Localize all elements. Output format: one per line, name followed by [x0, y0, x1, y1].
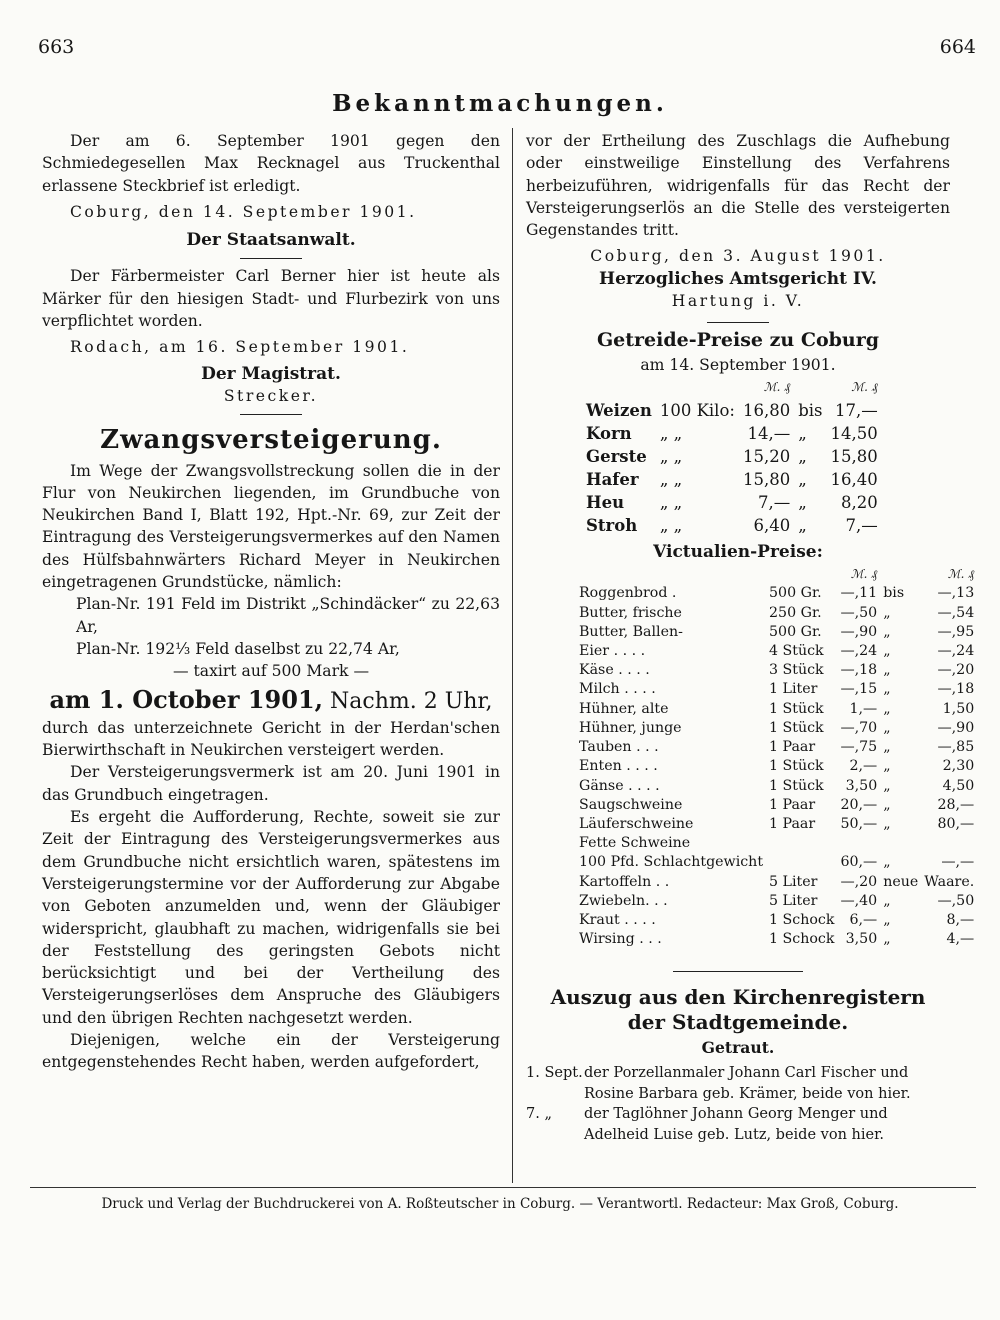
price-high: 4,— — [946, 931, 975, 948]
entry-text: der Taglöhner Johann Georg Menger und Adelheid Luise geb. Lutz, beide von hier. — [584, 1106, 888, 1143]
price-low: —,75 — [840, 739, 878, 756]
victuals-row — [576, 680, 977, 699]
column-divider — [512, 128, 513, 1183]
item-name: Käse . . . . — [579, 662, 650, 679]
price-high: 8,20 — [841, 492, 878, 512]
page-number-left: 663 — [38, 36, 75, 58]
price-separator — [880, 834, 921, 853]
auction-title: Zwangsversteigerung. — [100, 425, 442, 456]
entry-date: 1. Sept. — [526, 1065, 583, 1082]
price-low: —,11 — [840, 585, 878, 602]
item-quantity: 1 Stück — [769, 700, 824, 717]
price-high: 28,— — [937, 796, 975, 813]
price-separator: „ — [883, 892, 891, 909]
marriage-entry — [526, 1104, 950, 1145]
item-name: Butter, frische — [579, 604, 682, 621]
price-separator: bis — [798, 400, 823, 420]
price-low: 6,— — [849, 911, 878, 928]
grain-row — [582, 468, 882, 491]
price-separator: bis — [883, 585, 905, 602]
auction-date-line — [42, 684, 500, 714]
victuals-row — [576, 873, 977, 892]
price-low: 7,— — [757, 492, 791, 512]
price-high: 1,50 — [942, 700, 975, 717]
item-name: 100 Pfd. Schlachtgewicht — [579, 854, 764, 871]
price-low — [837, 834, 880, 853]
price-high: 4,50 — [942, 777, 975, 794]
victuals-row — [576, 642, 977, 661]
price-high: —,18 — [937, 681, 975, 698]
auction-plan-2: Plan-Nr. 192⅓ Feld daselbst zu 22,74 Ar, — [76, 639, 400, 658]
victuals-row — [576, 757, 977, 776]
item-name: Zwiebeln. . . — [579, 892, 668, 909]
price-low: 14,— — [747, 423, 791, 443]
item-quantity: „ „ — [659, 492, 683, 512]
price-low: 2,— — [849, 758, 878, 775]
notice-warrant-place-date: Coburg, den 14. September 1901. — [70, 202, 417, 221]
auction-location: durch das unterzeichnete Gericht in der Herdan'schen Bierwirthschaft in Neukirchen versteigert werden. — [42, 718, 500, 760]
item-quantity: 1 Liter — [769, 681, 818, 698]
grain-row — [582, 491, 882, 514]
item-name: Milch . . . . — [579, 681, 656, 698]
grain-row — [582, 514, 882, 537]
victuals-row — [576, 892, 977, 911]
notice-warrant-text: Der am 6. September 1901 gegen den Schmiedegesellen Max Recknagel aus Truckenthal erlassene Steckbrief ist erledigt. — [42, 132, 500, 195]
item-name: Roggenbrod . — [579, 585, 677, 602]
victuals-row — [576, 623, 977, 642]
item-quantity: 1 Schock — [769, 931, 835, 948]
price-high: 2,30 — [942, 758, 975, 775]
unit-row — [582, 376, 882, 399]
item-quantity: 500 Gr. — [769, 585, 822, 602]
separator-rule — [673, 971, 803, 972]
auction-continuation: vor der Ertheilung des Zuschlags die Aufhebung oder einstweilige Einstellung des Verfahrens herbeizuführen, widrigenfalls für das Recht der Versteigerungserlös an die Stelle des versteigerten Gegenstandes tritt. — [526, 132, 950, 240]
item-quantity: 1 Stück — [769, 719, 824, 736]
item-quantity: 500 Gr. — [769, 623, 822, 640]
court-place-date: Coburg, den 3. August 1901. — [590, 247, 886, 266]
notice-warrant-signature: Der Staatsanwalt. — [186, 230, 356, 251]
price-low: 60,— — [840, 854, 878, 871]
price-high: 16,40 — [830, 469, 878, 489]
price-separator: „ — [883, 911, 891, 928]
price-low: —,40 — [840, 892, 878, 909]
price-high — [921, 834, 977, 853]
item-name: Enten . . . . — [579, 758, 658, 775]
item-name: Fette Schweine — [579, 835, 691, 852]
price-high: 17,— — [835, 400, 878, 420]
victuals-price-table — [576, 565, 977, 949]
notice-maerker-name: Strecker. — [223, 386, 319, 405]
victuals-row — [576, 777, 977, 796]
price-separator: neue — [883, 873, 919, 890]
item-name: Gänse . . . . — [579, 777, 660, 794]
notice-maerker-signature: Der Magistrat. — [201, 363, 341, 384]
notice-maerker-place-date: Rodach, am 16. September 1901. — [70, 338, 410, 357]
grain-row — [582, 445, 882, 468]
price-high: Waare. — [924, 873, 975, 890]
price-low: —,70 — [840, 719, 878, 736]
victuals-row — [576, 700, 977, 719]
marriage-entry — [526, 1063, 950, 1104]
victuals-row — [576, 719, 977, 738]
victuals-row — [576, 911, 977, 930]
auction-request: Es ergeht die Aufforderung, Rechte, soweit sie zur Zeit der Eintragung des Versteigerungsvermerkes aus dem Grundbuche nicht ersichtlich waren, spätestens im Versteigerungstermine vor der Aufforderung zur Abgabe von Geboten anzumelden und, wenn der Gläubiger widerspricht, glaubhaft zu machen, widrigenfalls sie bei der Feststellung des geringsten Gebots nicht berücksichtigt und bei der Vertheilung des Versteigerungserlöses dem Anspruche des Gläubigers und den übrigen Rechten nachgesetzt werden. — [42, 808, 500, 1027]
victuals-row — [576, 661, 977, 680]
item-name: Kraut . . . . — [579, 911, 656, 928]
victuals-row — [576, 584, 977, 603]
auction-registration: Der Versteigerungsvermerk ist am 20. Juni 1901 in das Grundbuch eingetragen. — [42, 763, 500, 804]
price-low: —,90 — [840, 623, 878, 640]
court-judge: Hartung i. V. — [671, 292, 805, 311]
grain-rows — [582, 399, 882, 537]
price-low: —,15 — [840, 681, 878, 698]
church-register-title-1: Auszug aus den Kirchenregistern — [550, 985, 926, 1010]
price-low: —,20 — [840, 873, 878, 890]
price-separator: „ — [883, 700, 891, 717]
item-name: Saugschweine — [579, 796, 683, 813]
price-low: 3,50 — [845, 777, 878, 794]
price-separator: „ — [798, 469, 807, 489]
entry-date: 7. „ — [526, 1106, 552, 1123]
item-quantity: 1 Paar — [769, 739, 816, 756]
item-quantity: „ „ — [659, 469, 683, 489]
price-high: 14,50 — [830, 423, 878, 443]
victuals-rows — [576, 584, 977, 949]
item-quantity: 1 Stück — [769, 777, 824, 794]
price-separator: „ — [883, 815, 891, 832]
price-low: 1,— — [849, 700, 878, 717]
price-separator: „ — [883, 777, 891, 794]
item-quantity: 4 Stück — [769, 643, 824, 660]
item-name: Läuferschweine — [579, 815, 694, 832]
price-separator: „ — [883, 931, 891, 948]
item-quantity: 100 Kilo: — [659, 400, 735, 420]
separator-rule — [707, 322, 769, 323]
footer-imprint: Druck und Verlag der Buchdruckerei von A. Roßteutscher in Coburg. — Verantwortl. Redacteur: Max Groß, Coburg. — [101, 1196, 899, 1212]
price-separator: „ — [883, 623, 891, 640]
item-quantity: 1 Stück — [769, 758, 824, 775]
price-low: —,18 — [840, 662, 878, 679]
unit-label: ℳ. ₰ — [850, 567, 878, 582]
church-entries — [526, 1063, 950, 1145]
grain-prices-date: am 14. September 1901. — [640, 355, 836, 374]
price-high: —,24 — [937, 643, 975, 660]
price-separator: „ — [883, 662, 891, 679]
price-low: 15,20 — [742, 446, 791, 466]
item-name: Wirsing . . . — [579, 931, 662, 948]
item-name: Korn — [586, 423, 632, 443]
item-quantity: 1 Schock — [769, 911, 835, 928]
item-quantity: 250 Gr. — [769, 604, 822, 621]
entry-text: der Porzellanmaler Johann Carl Fischer und Rosine Barbara geb. Krämer, beide von hier. — [584, 1065, 911, 1102]
price-separator: „ — [883, 758, 891, 775]
item-quantity: „ „ — [659, 446, 683, 466]
price-separator: „ — [883, 854, 891, 871]
price-low: 50,— — [840, 815, 878, 832]
victuals-row — [576, 815, 977, 834]
unit-label: ℳ. ₰ — [947, 567, 975, 582]
unit-label: ℳ. ₰ — [851, 379, 878, 394]
victuals-row — [576, 853, 977, 872]
item-name: Weizen — [586, 400, 652, 420]
unit-row — [576, 565, 977, 584]
item-name: Butter, Ballen- — [579, 623, 683, 640]
price-high: —,20 — [937, 662, 975, 679]
grain-row — [582, 399, 882, 422]
right-column — [526, 130, 975, 1145]
price-low: —,24 — [840, 643, 878, 660]
item-quantity — [766, 834, 837, 853]
victuals-row — [576, 796, 977, 815]
victuals-row — [576, 930, 977, 949]
item-name: Eier . . . . — [579, 643, 646, 660]
grain-price-table — [582, 376, 882, 537]
price-low: 16,80 — [742, 400, 791, 420]
left-column — [42, 130, 500, 1074]
price-separator: „ — [883, 643, 891, 660]
item-quantity: „ „ — [659, 515, 683, 535]
item-name: Gerste — [586, 446, 647, 466]
item-quantity: 1 Paar — [769, 796, 816, 813]
price-separator: „ — [883, 739, 891, 756]
price-low: 20,— — [840, 796, 878, 813]
victuals-row — [576, 834, 977, 853]
auction-valuation: — taxirt auf 500 Mark — — [172, 662, 370, 681]
item-quantity: „ „ — [659, 423, 683, 443]
item-name: Hühner, alte — [579, 700, 669, 717]
price-high: —,50 — [937, 892, 975, 909]
price-high: 8,— — [946, 911, 975, 928]
item-quantity: 1 Paar — [769, 815, 816, 832]
auction-intro: Im Wege der Zwangsvollstreckung sollen die in der Flur von Neukirchen liegenden, im Grundbuche von Neukirchen Band I, Blatt 192, Hpt.-Nr. 69, zur Zeit der Eintragung des Versteigerungsvermerkes auf den Namen des Hülfsbahnwärters Richard Meyer in Neukirchen eingetragenen Grundstücke, nämlich: — [42, 461, 500, 592]
victuals-row — [576, 604, 977, 623]
auction-date: am 1. October 1901, — [49, 684, 324, 714]
page-number-right: 664 — [939, 36, 976, 58]
price-high: —,90 — [937, 719, 975, 736]
item-name: Hafer — [586, 469, 639, 489]
price-separator: „ — [883, 719, 891, 736]
item-quantity — [766, 853, 837, 872]
footer-rule — [30, 1187, 976, 1188]
price-separator: „ — [883, 604, 891, 621]
price-separator: „ — [798, 492, 807, 512]
price-separator: „ — [798, 423, 807, 443]
price-low: 6,40 — [753, 515, 791, 535]
item-name: Heu — [586, 492, 625, 512]
church-register-title-2: der Stadtgemeinde. — [627, 1009, 849, 1034]
grain-prices-title: Getreide-Preise zu Coburg — [596, 329, 880, 352]
victuals-row — [576, 738, 977, 757]
item-name: Stroh — [586, 515, 638, 535]
price-high: 15,80 — [830, 446, 878, 466]
auction-objection: Diejenigen, welche ein der Versteigerung entgegenstehendes Recht haben, werden aufgefordert, — [42, 1030, 500, 1072]
price-high: —,95 — [937, 623, 975, 640]
item-name: Hühner, junge — [579, 719, 682, 736]
auction-plan-1: Plan-Nr. 191 Feld im Distrikt „Schindäcker“ zu 22,63 Ar, — [76, 595, 500, 636]
item-quantity: 5 Liter — [769, 873, 818, 890]
price-high: 7,— — [845, 515, 878, 535]
price-low: 3,50 — [845, 931, 878, 948]
price-separator: „ — [798, 515, 807, 535]
item-name: Tauben . . . — [579, 739, 659, 756]
grain-row — [582, 422, 882, 445]
price-separator: „ — [883, 796, 891, 813]
price-separator: „ — [798, 446, 807, 466]
price-separator: „ — [883, 681, 891, 698]
victuals-prices-title: Victualien-Preise: — [653, 541, 823, 562]
item-quantity: 5 Liter — [769, 892, 818, 909]
unit-label: ℳ. ₰ — [763, 379, 791, 394]
page-title: Bekanntmachungen. — [332, 90, 668, 117]
price-high: 80,— — [937, 815, 975, 832]
item-name: Kartoffeln . . — [579, 873, 670, 890]
separator-rule — [240, 414, 302, 415]
item-quantity: 3 Stück — [769, 662, 824, 679]
court-name: Herzogliches Amtsgericht IV. — [599, 268, 877, 289]
price-low: 15,80 — [742, 469, 791, 489]
price-low: —,50 — [840, 604, 878, 621]
separator-rule — [240, 258, 302, 259]
price-high: —,54 — [937, 604, 975, 621]
price-high: —,85 — [937, 739, 975, 756]
notice-maerker-text: Der Färbermeister Carl Berner hier ist heute als Märker für den hiesigen Stadt- und Flurbezirk von uns verpflichtet worden. — [42, 267, 500, 331]
church-section-title: Getraut. — [701, 1037, 775, 1057]
price-high: —,— — [941, 854, 975, 871]
auction-time: Nachm. 2 Uhr, — [330, 688, 493, 714]
price-high: —,13 — [937, 585, 975, 602]
